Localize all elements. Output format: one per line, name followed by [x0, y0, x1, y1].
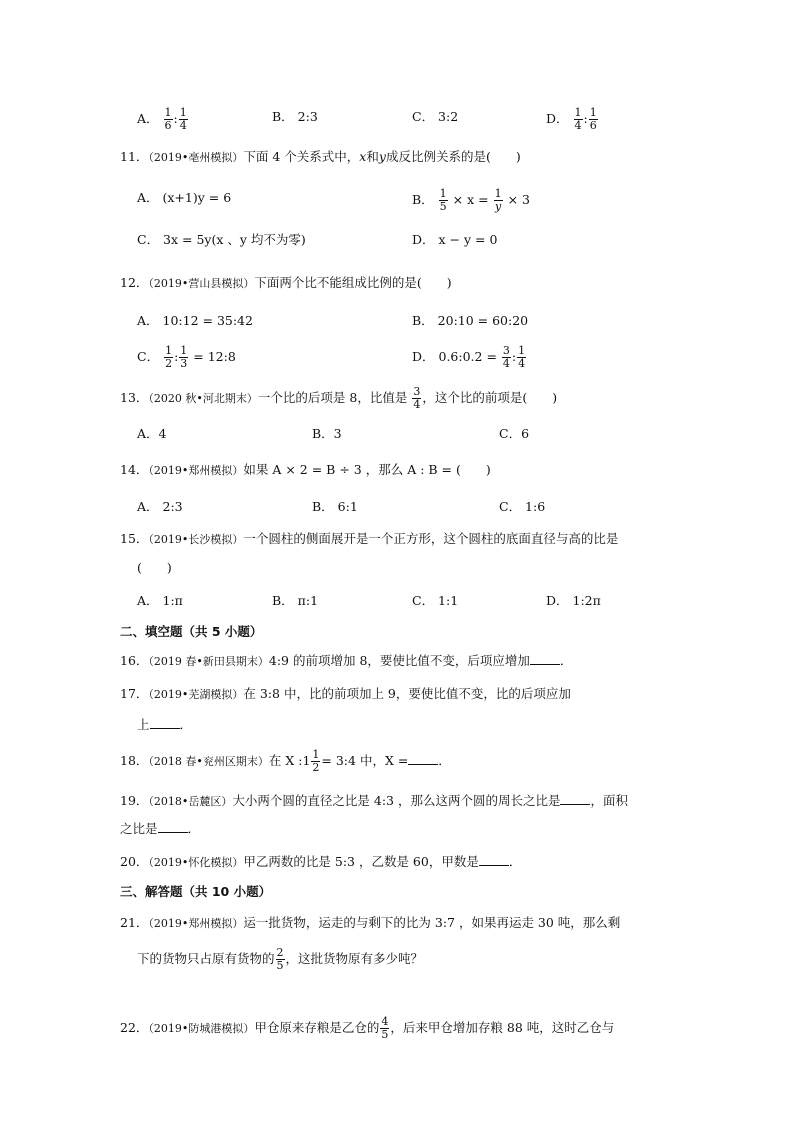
fraction: $\frac{1}{4}$: [518, 344, 526, 370]
section-heading-solve: 三、解答题（共 10 小题）: [120, 884, 272, 899]
question-15-cont: ( ): [137, 560, 172, 575]
q12-option-b: B． 20:10 = 60:20: [412, 313, 529, 328]
question-20: 20．（2019•怀化模拟）甲乙两数的比是 5:3 ，乙数是 60，甲数是 ．: [120, 854, 522, 869]
q13-option-b: B．3: [312, 426, 342, 441]
fraction: $\frac{1}{2}$: [165, 344, 173, 370]
question-19: 19．（2018•岳麓区）大小两个圆的直径之比是 4:3 ，那么这两个圆的周长之比是 ，面积: [120, 793, 628, 808]
q11-option-d: D． x − y = 0: [412, 232, 498, 247]
fraction: $\frac{1}{2}$: [312, 748, 320, 774]
q11-option-a: A． (x+1)y = 6: [137, 190, 232, 205]
answer-blank: [560, 792, 590, 805]
question-18: 18．（2018 春•兖州区期末）在 X :1 $\frac{1}{2}$ = 3:4 中，X = ．: [120, 748, 451, 774]
fraction: $\frac{3}{4}$: [502, 344, 510, 370]
question-11: 11．（2019•亳州模拟）下面 4 个关系式中，x和y成反比例关系的是( ): [120, 149, 521, 164]
fraction: $\frac{1}{4}$: [179, 106, 187, 132]
question-17-cont: 上 ．: [137, 717, 193, 732]
fraction: $\frac{1}{6}$: [164, 106, 172, 132]
q12-option-c: C． $\frac{1}{2}$ : $\frac{1}{3}$ = 12:8: [137, 344, 236, 370]
q10-option-c: C． 3:2: [412, 109, 459, 124]
question-15: 15．（2019•长沙模拟）一个圆柱的侧面展开是一个正方形，这个圆柱的底面直径与高的比是: [120, 531, 619, 546]
answer-blank: [150, 716, 180, 729]
q15-option-c: C． 1:1: [412, 593, 459, 608]
q14-option-a: A． 2:3: [137, 499, 183, 514]
q10-option-a: A． $\frac{1}{6}$ : $\frac{1}{4}$: [137, 106, 187, 132]
question-12: 12．（2019•营山县模拟）下面两个比不能组成比例的是( ): [120, 275, 452, 290]
q13-option-c: C．6: [499, 426, 530, 441]
q13-option-a: A．4: [137, 426, 167, 441]
q15-option-a: A． 1:π: [137, 593, 183, 608]
answer-blank: [158, 820, 188, 833]
q11-option-c: C． 3x = 5y(x 、y 均不为零): [137, 232, 306, 247]
question-19-cont: 之比是 ．: [120, 821, 201, 836]
fraction: $\frac{3}{4}$: [413, 385, 421, 411]
answer-blank: [479, 853, 509, 866]
question-17: 17．（2019•芜湖模拟）在 3:8 中，比的前项加上 9，要使比值不变，比的后项应加: [120, 686, 571, 701]
fraction: $\frac{4}{5}$: [381, 1015, 389, 1041]
fraction: $\frac{1}{4}$: [574, 106, 582, 132]
q10-option-b: B． 2:3: [272, 109, 318, 124]
q14-option-b: B． 6:1: [312, 499, 358, 514]
q11-option-b: B． $\frac{1}{5}$ × x = $\frac{1}{y}$ × 3: [412, 187, 530, 213]
q15-option-d: D． 1:2π: [546, 593, 601, 608]
q14-option-c: C． 1:6: [499, 499, 546, 514]
answer-blank: [530, 652, 560, 665]
q12-option-a: A． 10:12 = 35:42: [137, 313, 253, 328]
answer-blank: [408, 752, 438, 765]
fraction: $\frac{1}{5}$: [439, 187, 447, 213]
question-16: 16．（2019 春•新田县期末）4:9 的前项增加 8，要使比值不变，后项应增加 ．: [120, 653, 573, 668]
fraction: $\frac{1}{y}$: [494, 187, 502, 213]
question-21: 21．（2019•郑州模拟）运一批货物，运走的与剩下的比为 3:7 ，如果再运走 30 吨，那么剩: [120, 915, 621, 930]
q10-option-d: D． $\frac{1}{4}$ : $\frac{1}{6}$: [546, 106, 597, 132]
question-21-cont: 下的货物只占原有货物的 $\frac{2}{5}$ ，这批货物原有多少吨？: [137, 946, 424, 972]
fraction: $\frac{1}{6}$: [589, 106, 597, 132]
q12-option-d: D． 0.6:0.2 = $\frac{3}{4}$ : $\frac{1}{4}$: [412, 344, 526, 370]
question-22: 22．（2019•防城港模拟）甲仓原来存粮是乙仓的 $\frac{4}{5}$ ，后来甲仓增加存粮 88 吨，这时乙仓与: [120, 1015, 615, 1041]
fraction: $\frac{1}{3}$: [180, 344, 188, 370]
question-14: 14．（2019•郑州模拟）如果 A × 2 = B ÷ 3 ，那么 A : B = ( ): [120, 462, 491, 477]
q15-option-b: B． π:1: [272, 593, 319, 608]
section-heading-fill-in: 二、填空题（共 5 小题）: [120, 624, 263, 639]
fraction: $\frac{2}{5}$: [276, 946, 284, 972]
question-13: 13．（2020 秋•河北期末）一个比的后项是 8，比值是 $\frac{3}{4}$ ，这个比的前项是( ): [120, 385, 558, 411]
